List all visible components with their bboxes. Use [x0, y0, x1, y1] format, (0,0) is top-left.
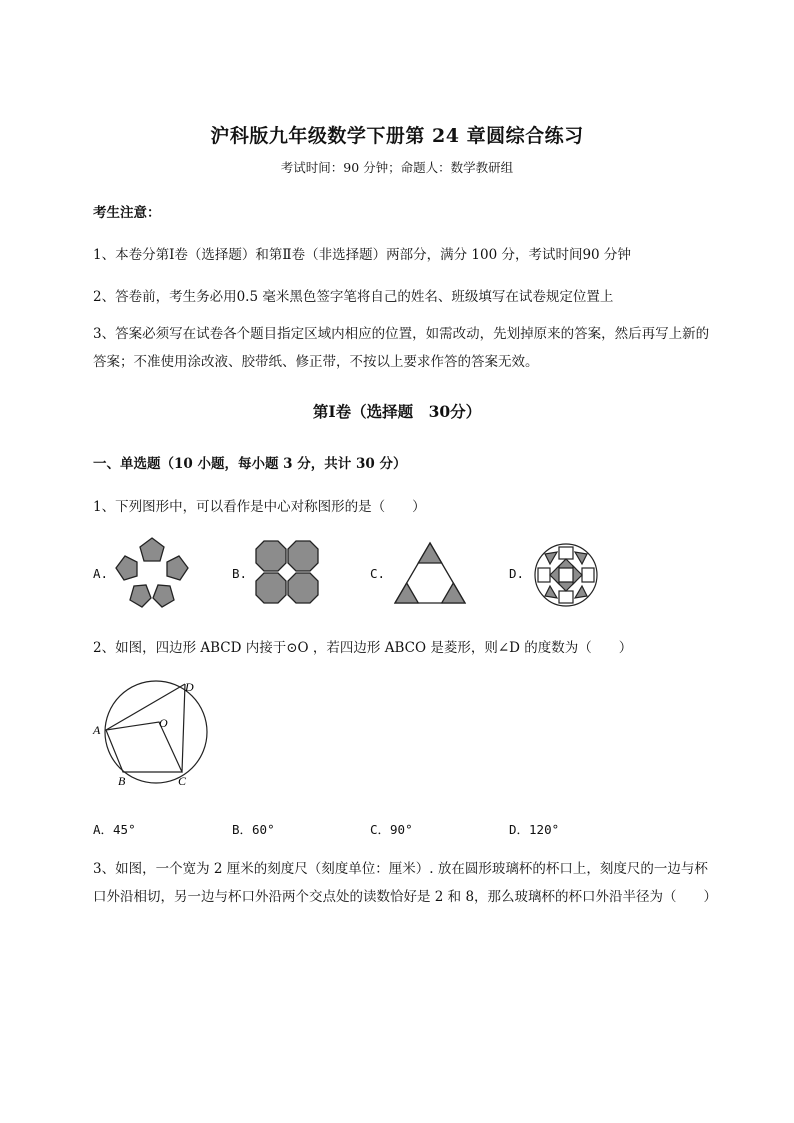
circle-o: [105, 681, 207, 783]
q2-option-c: C．90°: [370, 822, 413, 837]
segment-dc: [182, 684, 185, 772]
octagon-shape: [288, 541, 318, 571]
note-item-3: 3、答案必须写在试卷各个题目指定区域内相应的位置，如需改动，先划掉原来的答案，然后再写上新的答案；不准使用涂改液、胶带纸、修正带，不按以上要求作答的答案无效。: [93, 326, 710, 370]
q1-option-a-label: A.: [93, 566, 109, 581]
pentagon-shape: [140, 538, 164, 561]
square-shape: [538, 568, 550, 582]
octagon-shape: [288, 573, 318, 603]
square-shape: [559, 547, 573, 559]
notes-heading: 考生注意：: [93, 205, 161, 221]
note-item-2: 2、答卷前，考生务必用0.5 毫米黑色签字笔将自己的姓名、班级填写在试卷规定位置上: [93, 289, 614, 305]
square-shape: [559, 591, 573, 603]
pentagon-shape: [116, 556, 137, 580]
q1-option-b-label: B.: [232, 566, 248, 581]
shaded-corner: [418, 543, 441, 563]
octagon-shape: [256, 573, 286, 603]
label-o: O: [159, 716, 168, 730]
q1-option-c-label: C.: [370, 566, 386, 581]
question-2-stem: 2、如图，四边形 ABCD 内接于⊙O ，若四边形 ABCO 是菱形，则∠D 的度数为（ ）: [93, 640, 633, 656]
q2-option-d: D．120°: [509, 822, 560, 837]
q2-option-b: B．60°: [232, 822, 275, 837]
pentagon-shape: [153, 585, 174, 607]
note-item-1: 1、本卷分第Ⅰ卷（选择题）和第Ⅱ卷（非选择题）两部分，满分 100 分，考试时间90 分钟: [93, 247, 631, 263]
label-a: A: [93, 723, 101, 737]
q1-option-d-figure: [533, 542, 599, 608]
label-c: C: [178, 774, 187, 788]
pentagon-shape: [167, 556, 188, 580]
octagon-shape: [256, 541, 286, 571]
segment-ad: [106, 684, 185, 730]
q1-option-c-figure: [394, 542, 466, 604]
q2-option-a: A．45°: [93, 822, 136, 837]
question-1-stem: 1、下列图形中，可以看作是中心对称图形的是（ ）: [93, 499, 426, 515]
label-b: B: [118, 774, 126, 788]
q2-geometry-figure: [90, 678, 220, 793]
section-title: 第Ⅰ卷（选择题 30分）: [312, 402, 482, 421]
q1-option-b-figure: [254, 539, 320, 605]
page-subtitle: 考试时间：90 分钟；命题人：数学教研组: [280, 160, 514, 175]
q1-option-a-figure: [112, 534, 192, 610]
square-shape: [582, 568, 594, 582]
page-title: 沪科版九年级数学下册第 24 章圆综合练习: [210, 125, 584, 147]
label-d: D: [185, 680, 194, 694]
pentagon-shape: [130, 585, 151, 607]
part-heading: 一、单选题（10 小题，每小题 3 分，共计 30 分）: [93, 456, 407, 472]
q1-option-d-label: D.: [509, 566, 525, 581]
question-3-stem: 3、如图，一个宽为 2 厘米的刻度尺（刻度单位：厘米）. 放在圆形玻璃杯的杯口上，刻度尺的一边与杯口外沿相切，另一边与杯口外沿两个交点处的读数恰好是 2 和 8，那么玻璃杯的杯口外沿半径为（ ）: [93, 861, 718, 905]
